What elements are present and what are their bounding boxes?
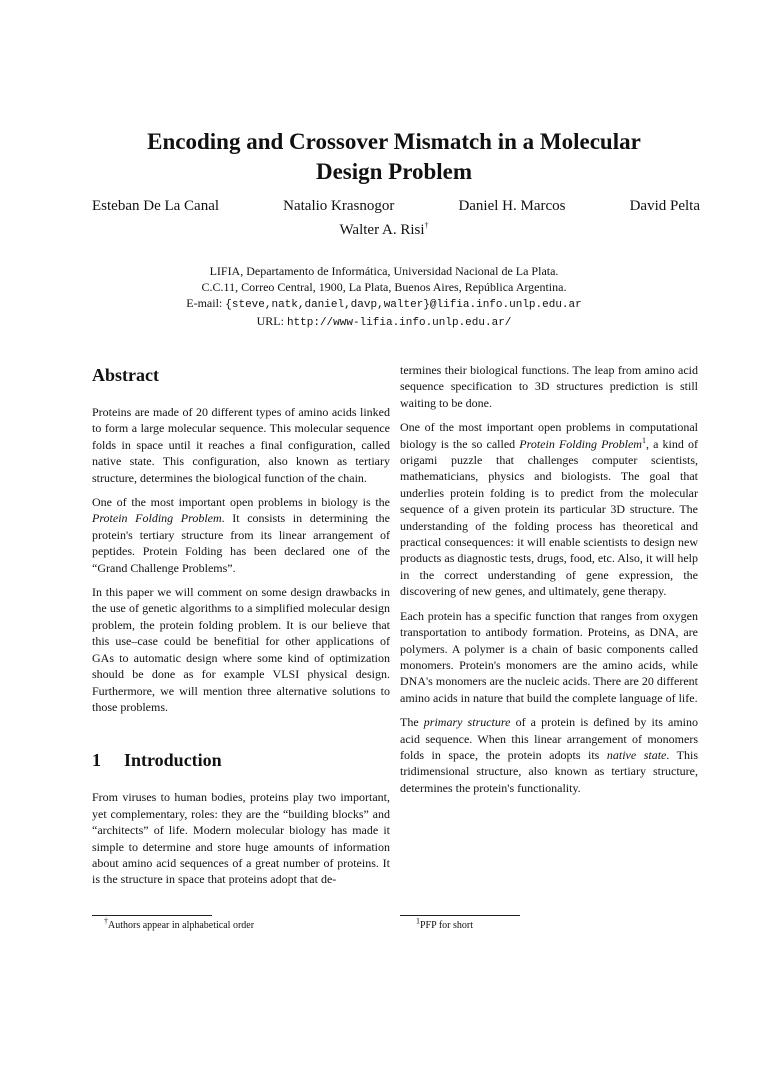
dagger-mark: †: [424, 221, 429, 230]
author-list: [92, 198, 700, 215]
right-column: [400, 362, 698, 804]
text-run: of a protein is defined by its amino acid sequence. When this linear arrangement of monomers folds in space, the protein adopts its: [400, 715, 698, 762]
author-name: Daniel H. Marcos: [458, 198, 566, 214]
section-number: 1: [92, 750, 101, 771]
affiliation: [0, 263, 768, 331]
footnote-text: Authors appear in alphabetical order: [108, 920, 255, 931]
email-address: {steve,natk,daniel,davp,walter}@lifia.info.unlp.edu.ar: [225, 299, 582, 311]
author-last: [0, 222, 768, 239]
title-line-2: Design Problem: [315, 159, 473, 184]
author-name: Natalio Krasnogor: [283, 198, 395, 214]
affiliation-line-1: LIFIA, Departamento de Informática, Universidad Nacional de La Plata.: [209, 264, 559, 278]
text-run: . It consists in determining the protein's tertiary structure from its linear arrangement of peptides. Protein Folding has been declared one of the “Grand Challenge Problems”.: [92, 511, 391, 575]
text-run: One of the most important open problems in computational biology is the so called: [400, 420, 698, 451]
footnote-left: [104, 916, 255, 931]
text-run: . This tridimensional structure, also known as tertiary structure, determines the protein's functionality.: [400, 747, 699, 795]
footnote-mark: 1: [416, 916, 420, 926]
author-name: David Pelta: [629, 198, 700, 214]
footnote-rule-left: [92, 915, 212, 916]
emphasis: Protein Folding Problem: [519, 436, 642, 451]
emphasis: primary structure: [423, 715, 511, 730]
author-name: Esteban De La Canal: [92, 198, 220, 214]
text-run: , a kind of origami puzzle that challenges computer scientists, mathematicians, physics and biologists. The goal that underlies protein folding is to predict from the molecular sequence of a given protein its particular 3D structure. The understanding of the folding process has theoretical and practical consequences: it will enable scientists to design new products as diagnostic tests, drugs, food, etc. Also, it will help in the correct understanding of gene expression, the discovering of new genes, and ultimately, gene therapy.: [400, 436, 698, 599]
footnote-text: PFP for short: [420, 920, 473, 931]
emphasis: Protein Folding Problem: [92, 511, 222, 526]
title-line-1: Encoding and Crossover Mismatch in a Molecular: [147, 129, 641, 154]
text-run: The: [400, 715, 424, 730]
footnote-marker[interactable]: 1: [641, 435, 646, 445]
url-label: URL:: [256, 314, 284, 328]
body-paragraph: From viruses to human bodies, proteins play two important, yet complementary, roles: they are the “building blocks” and “architects” of life. Modern molecular biology has made it simple to determine and store huge amounts of information about amino acid sequences of a great number of proteins. It is the structure in space that proteins adopt that de-: [92, 790, 390, 887]
text-run: One of the most important open problems in biology is the: [92, 495, 390, 510]
left-column: [92, 364, 390, 896]
emphasis: native state: [606, 747, 667, 762]
body-paragraph: [400, 714, 698, 796]
footnote-mark: †: [104, 916, 108, 926]
affiliation-url: [0, 313, 768, 331]
body-paragraph: termines their biological functions. The leap from amino acid sequence specification to 3D structures prediction is still waiting to be done.: [400, 363, 698, 410]
body-paragraph: [400, 419, 698, 599]
abstract-paragraph: Proteins are made of 20 different types of amino acids linked to form a large molecular sequence. This molecular sequence folds in space until it reaches a final configuration, called native state. This configuration, also known as tertiary structure, determines the biological function of the chain.: [92, 405, 390, 485]
abstract-paragraph: [92, 494, 390, 576]
footnote-right: [416, 916, 473, 931]
section-heading: [92, 749, 390, 771]
abstract-heading: Abstract: [92, 365, 159, 385]
abstract-paragraph: In this paper we will comment on some design drawbacks in the use of genetic algorithms to a simplified molecular design problem, the protein folding problem. It is our believe that this use–case could be benefitial for other applications of GAs to automatic design where some kind of optimization should be done as for example VLSI physical design. Furthermore, we will mention three alternative solutions to those problems.: [92, 585, 390, 714]
affiliation-line-2: C.C.11, Correo Central, 1900, La Plata, Buenos Aires, República Argentina.: [201, 280, 567, 294]
section-title: Introduction: [124, 750, 222, 771]
affiliation-email: [0, 295, 768, 313]
body-paragraph: Each protein has a specific function that ranges from oxygen transportation to antibody formation. Proteins, as DNA, are polymers. A polymer is a chain of basic components called monomers. Protein's monomers are the amino acids, while DNA's monomers are the nucleic acids. There are 20 different amino acids in nature that build the complete language of life.: [400, 608, 698, 705]
email-label: E-mail:: [186, 296, 223, 310]
author-name: Walter A. Risi: [339, 222, 425, 238]
paper-title: [60, 127, 728, 187]
url-link[interactable]: http://www-lifia.info.unlp.edu.ar/: [286, 317, 512, 329]
